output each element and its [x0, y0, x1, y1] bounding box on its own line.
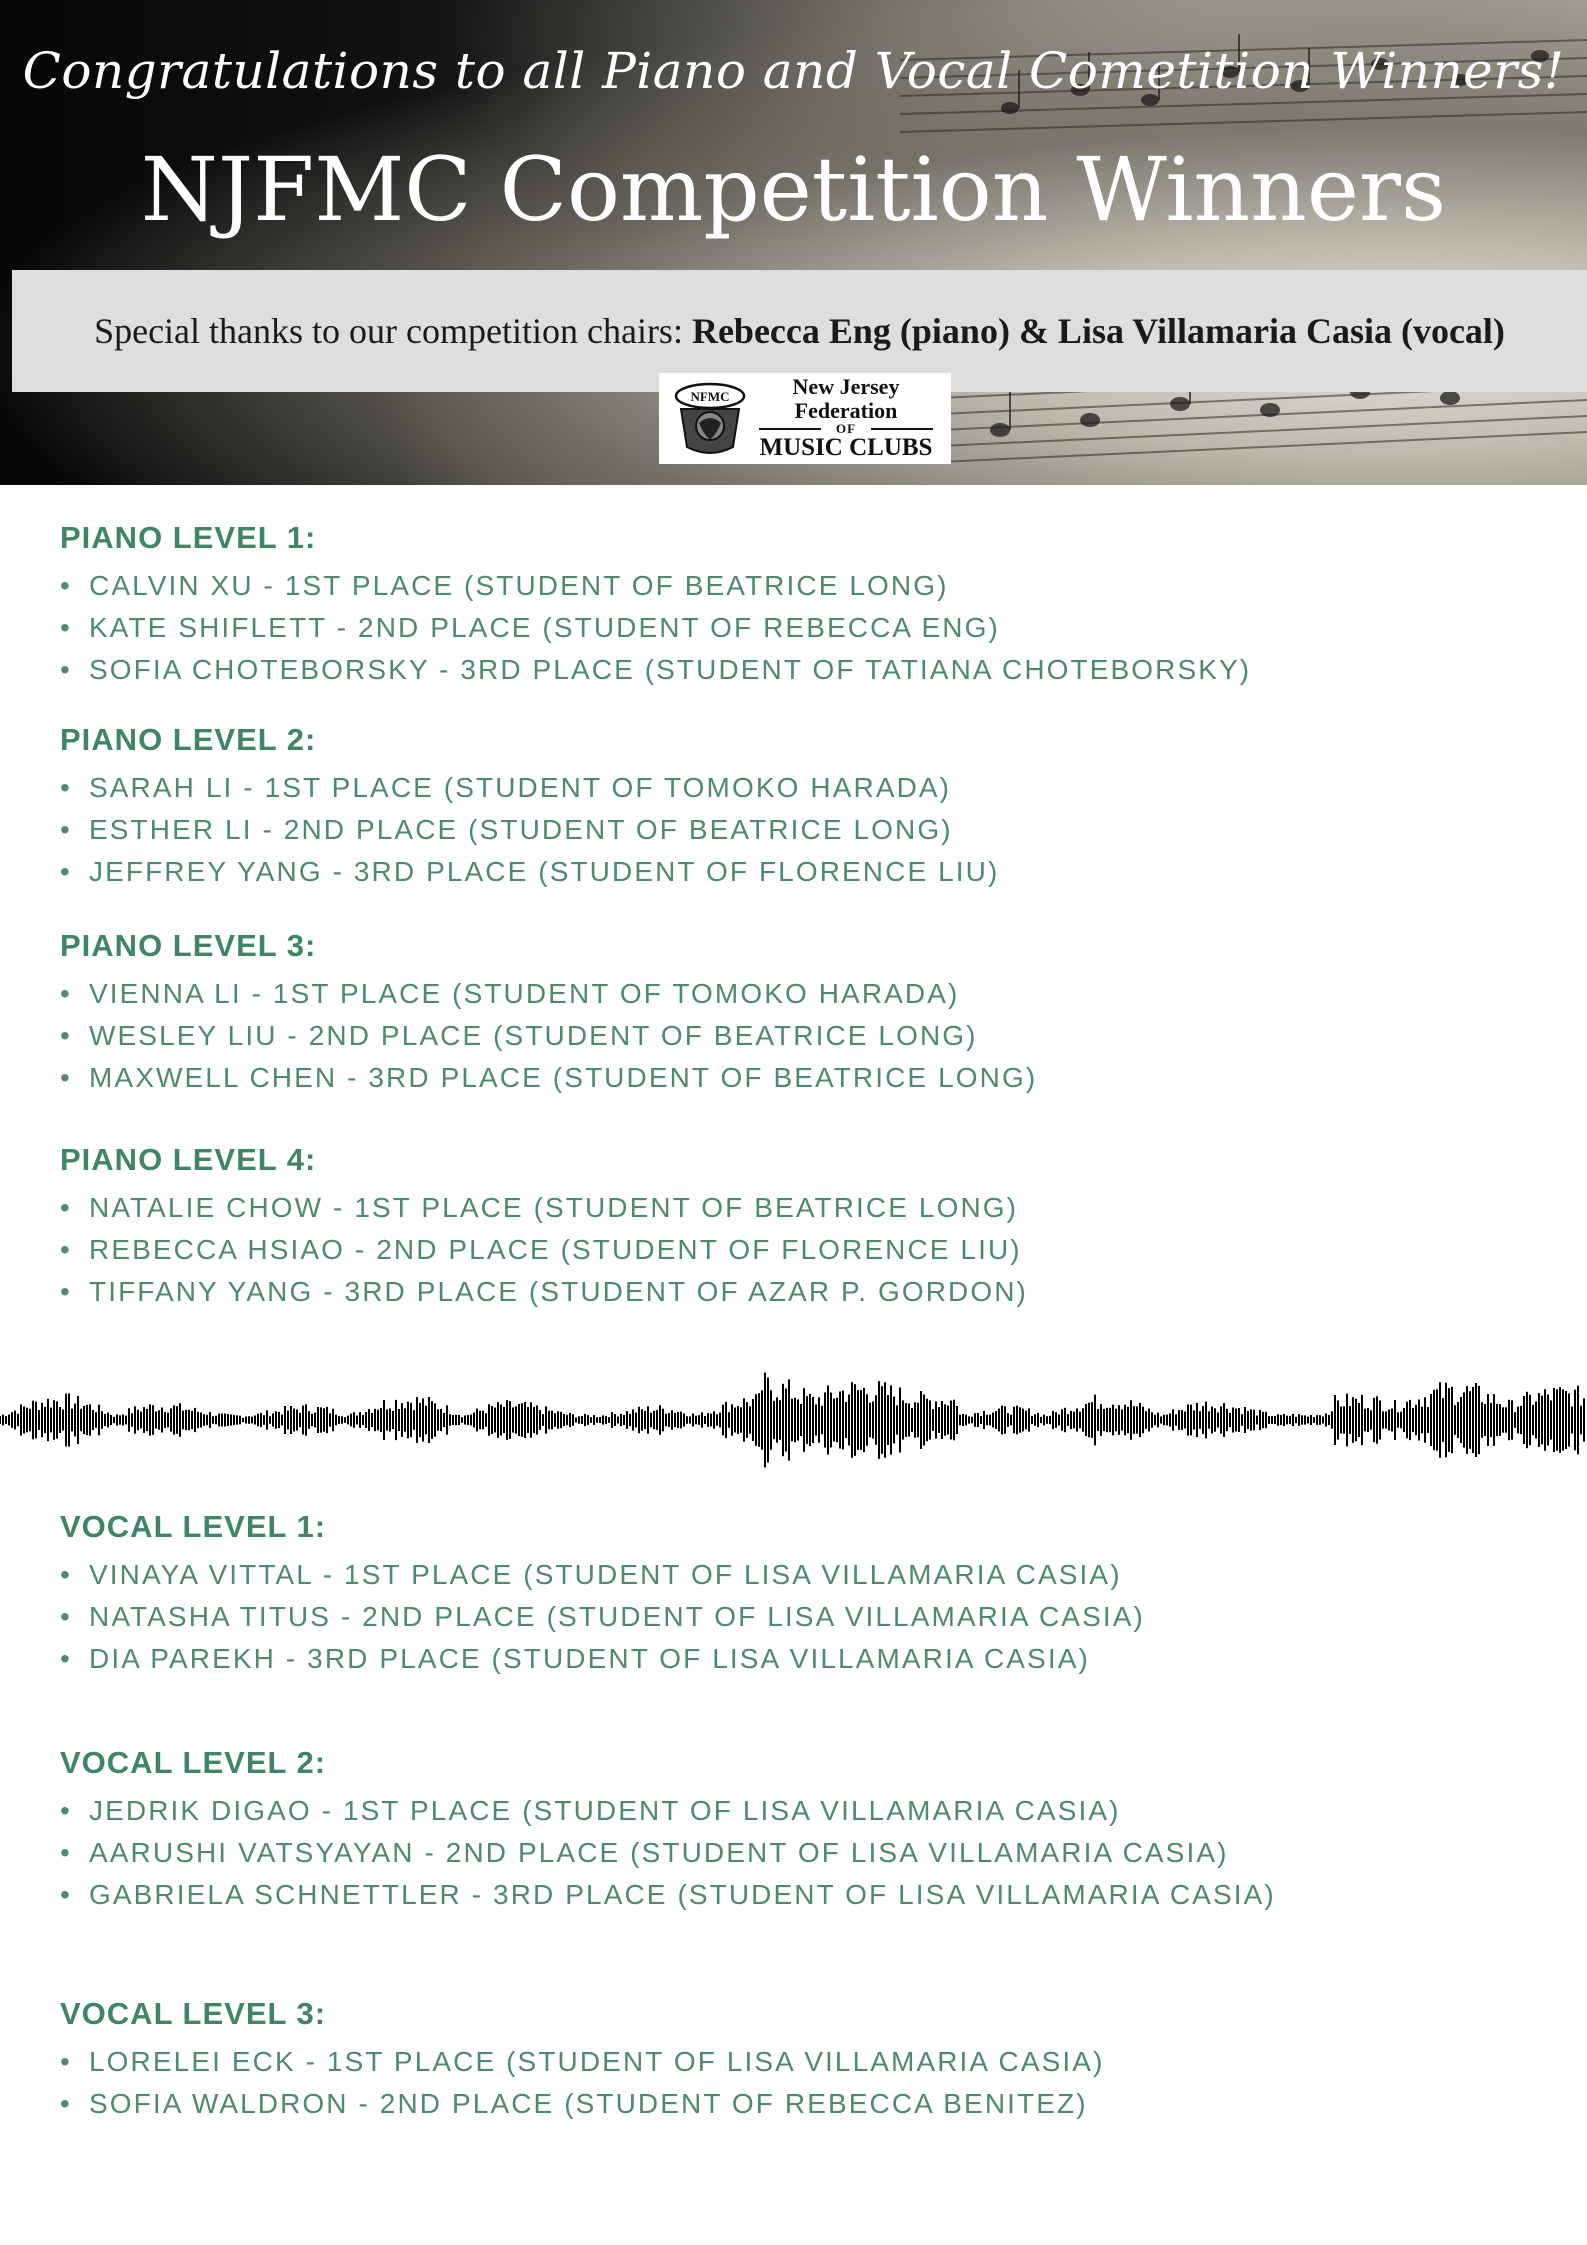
federation-emblem-icon	[669, 379, 751, 458]
section-vocal-level-3	[60, 1996, 1105, 2125]
winner-item: • LORELEI ECK - 1ST PLACE (STUDENT OF LISA VILLAMARIA CASIA)	[60, 2041, 1105, 2083]
winner-item: • ESTHER LI - 2ND PLACE (STUDENT OF BEATRICE LONG)	[60, 809, 999, 851]
thanks-prefix: Special thanks to our competition chairs:	[94, 311, 692, 351]
sound-waveform	[0, 1345, 1587, 1495]
winner-item: • JEFFREY YANG - 3RD PLACE (STUDENT OF FLORENCE LIU)	[60, 851, 999, 893]
winners-list	[60, 767, 999, 893]
congratulations-text: Congratulations to all Piano and Vocal Cometition Winners!	[22, 42, 1565, 100]
winner-item: • DIA PAREKH - 3RD PLACE (STUDENT OF LISA VILLAMARIA CASIA)	[60, 1638, 1145, 1680]
thanks-chairs: Rebecca Eng (piano) & Lisa Villamaria Casia (vocal)	[691, 311, 1505, 351]
logo-line-1: New Jersey Federation	[792, 374, 900, 423]
winner-item: • WESLEY LIU - 2ND PLACE (STUDENT OF BEATRICE LONG)	[60, 1015, 1037, 1057]
section-piano-level-3	[60, 928, 1037, 1099]
section-piano-level-4	[60, 1142, 1028, 1313]
winner-item: • GABRIELA SCHNETTLER - 3RD PLACE (STUDENT OF LISA VILLAMARIA CASIA)	[60, 1874, 1276, 1916]
thanks-text	[94, 310, 1505, 352]
winner-item: • SOFIA CHOTEBORSKY - 3RD PLACE (STUDENT OF TATIANA CHOTEBORSKY)	[60, 649, 1251, 691]
winners-list	[60, 973, 1037, 1099]
logo-line-2: OF	[751, 422, 941, 436]
section-vocal-level-2	[60, 1745, 1276, 1916]
winners-list	[60, 2041, 1105, 2125]
logo-line-3: MUSIC CLUBS	[759, 434, 933, 462]
winners-list	[60, 565, 1251, 691]
emblem-text: NFMC	[690, 389, 730, 404]
winner-item: • SARAH LI - 1ST PLACE (STUDENT OF TOMOKO HARADA)	[60, 767, 999, 809]
winners-list	[60, 1554, 1145, 1680]
winner-item: • KATE SHIFLETT - 2ND PLACE (STUDENT OF REBECCA ENG)	[60, 607, 1251, 649]
winner-item: • NATALIE CHOW - 1ST PLACE (STUDENT OF BEATRICE LONG)	[60, 1187, 1028, 1229]
section-piano-level-2	[60, 722, 999, 893]
section-title: VOCAL LEVEL 1:	[60, 1509, 327, 1544]
winner-item: • AARUSHI VATSYAYAN - 2ND PLACE (STUDENT OF LISA VILLAMARIA CASIA)	[60, 1832, 1276, 1874]
winner-item: • CALVIN XU - 1ST PLACE (STUDENT OF BEATRICE LONG)	[60, 565, 1251, 607]
winner-item: • VIENNA LI - 1ST PLACE (STUDENT OF TOMOKO HARADA)	[60, 973, 1037, 1015]
winner-item: • VINAYA VITTAL - 1ST PLACE (STUDENT OF LISA VILLAMARIA CASIA)	[60, 1554, 1145, 1596]
winner-item: • SOFIA WALDRON - 2ND PLACE (STUDENT OF REBECCA BENITEZ)	[60, 2083, 1105, 2125]
logo-text	[751, 375, 941, 461]
winners-list	[60, 1790, 1276, 1916]
header-banner	[0, 0, 1587, 485]
page-title: NJFMC Competition Winners	[140, 138, 1447, 241]
winner-item: • REBECCA HSIAO - 2ND PLACE (STUDENT OF FLORENCE LIU)	[60, 1229, 1028, 1271]
section-title: PIANO LEVEL 3:	[60, 928, 317, 963]
winner-item: • NATASHA TITUS - 2ND PLACE (STUDENT OF LISA VILLAMARIA CASIA)	[60, 1596, 1145, 1638]
section-title: VOCAL LEVEL 3:	[60, 1996, 327, 2031]
section-vocal-level-1	[60, 1509, 1145, 1680]
section-title: PIANO LEVEL 4:	[60, 1142, 317, 1177]
winner-item: • JEDRIK DIGAO - 1ST PLACE (STUDENT OF LISA VILLAMARIA CASIA)	[60, 1790, 1276, 1832]
winner-item: • TIFFANY YANG - 3RD PLACE (STUDENT OF AZAR P. GORDON)	[60, 1271, 1028, 1313]
section-piano-level-1	[60, 520, 1251, 691]
winners-list	[60, 1187, 1028, 1313]
winner-item: • MAXWELL CHEN - 3RD PLACE (STUDENT OF BEATRICE LONG)	[60, 1057, 1037, 1099]
section-title: VOCAL LEVEL 2:	[60, 1745, 327, 1780]
njfmc-logo	[659, 373, 951, 464]
section-title: PIANO LEVEL 1:	[60, 520, 317, 555]
section-title: PIANO LEVEL 2:	[60, 722, 317, 757]
